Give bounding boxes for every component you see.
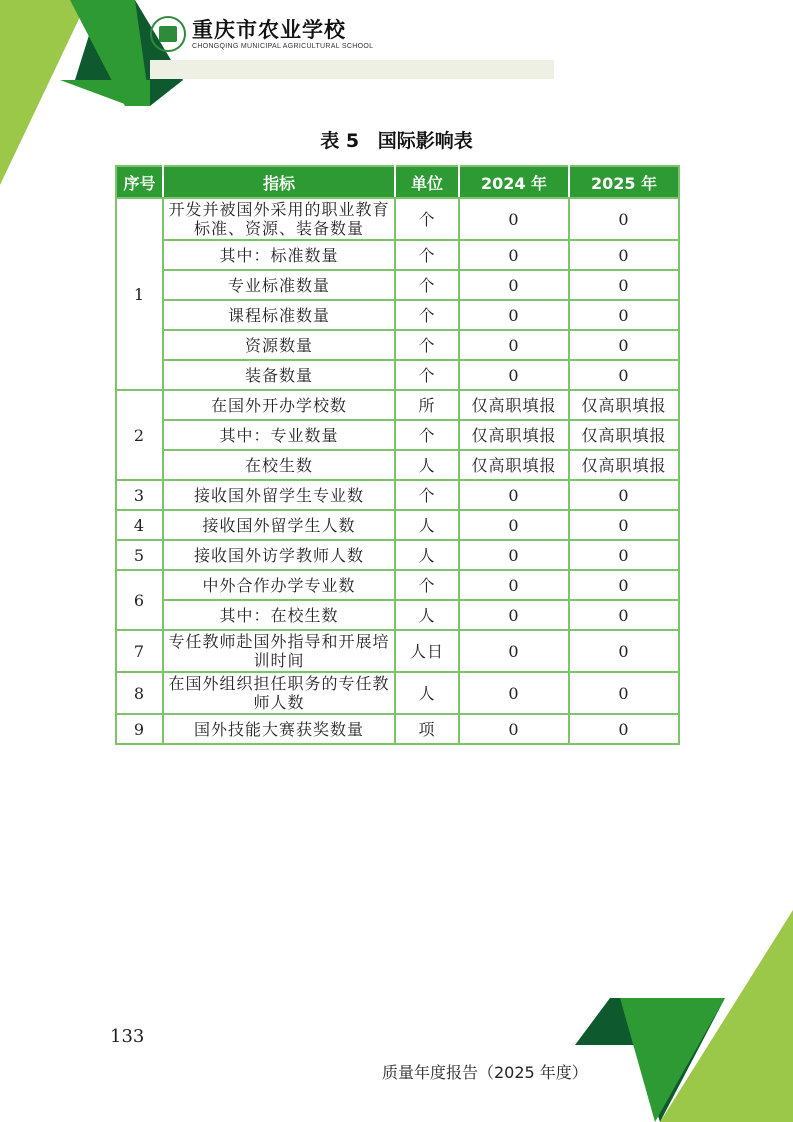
- table-row: [116, 300, 679, 330]
- school-name-en: CHONGQING MUNICIPAL AGRICULTURAL SCHOOL: [192, 42, 374, 50]
- unit-cell: 人: [395, 672, 459, 714]
- table-row: [116, 510, 679, 540]
- unit-cell: 个: [395, 300, 459, 330]
- value-2024-cell: 仅高职填报: [459, 390, 569, 420]
- row-number: 4: [116, 510, 163, 540]
- value-2024-cell: 0: [459, 360, 569, 390]
- indicator-cell: 其中：专业数量: [163, 420, 395, 450]
- indicator-cell: 接收国外留学生人数: [163, 510, 395, 540]
- table-row: [116, 240, 679, 270]
- value-2024-cell: 仅高职填报: [459, 420, 569, 450]
- value-2025-cell: 0: [569, 360, 679, 390]
- value-2025-cell: 仅高职填报: [569, 390, 679, 420]
- indicator-cell: 国外技能大赛获奖数量: [163, 714, 395, 744]
- unit-cell: 个: [395, 570, 459, 600]
- row-number: 8: [116, 672, 163, 714]
- header-unit: 单位: [395, 166, 459, 198]
- school-logo: [150, 14, 373, 54]
- header-2024: 2024 年: [459, 166, 569, 198]
- table-row: [116, 600, 679, 630]
- value-2024-cell: 0: [459, 270, 569, 300]
- value-2024-cell: 0: [459, 330, 569, 360]
- indicator-cell: 在国外开办学校数: [163, 390, 395, 420]
- value-2024-cell: 0: [459, 570, 569, 600]
- unit-cell: 个: [395, 360, 459, 390]
- table-row: [116, 330, 679, 360]
- indicator-cell: 其中：在校生数: [163, 600, 395, 630]
- indicator-cell: 专业标准数量: [163, 270, 395, 300]
- report-title: 质量年度报告（2025 年度）: [382, 1063, 588, 1082]
- row-number: 5: [116, 540, 163, 570]
- value-2024-cell: 0: [459, 600, 569, 630]
- unit-cell: 个: [395, 198, 459, 240]
- table-label: 表 5: [320, 130, 360, 152]
- value-2024-cell: 0: [459, 540, 569, 570]
- value-2025-cell: 0: [569, 600, 679, 630]
- unit-cell: 人: [395, 510, 459, 540]
- indicator-cell: 接收国外访学教师人数: [163, 540, 395, 570]
- indicator-cell: 接收国外留学生专业数: [163, 480, 395, 510]
- row-number: 3: [116, 480, 163, 510]
- value-2024-cell: 0: [459, 300, 569, 330]
- unit-cell: 个: [395, 480, 459, 510]
- value-2025-cell: 0: [569, 480, 679, 510]
- value-2025-cell: 0: [569, 714, 679, 744]
- table-row: [116, 714, 679, 744]
- unit-cell: 所: [395, 390, 459, 420]
- row-number: 1: [116, 198, 163, 390]
- value-2024-cell: 0: [459, 630, 569, 672]
- table-row: [116, 570, 679, 600]
- value-2024-cell: 0: [459, 198, 569, 240]
- indicator-cell: 专任教师赴国外指导和开展培训时间: [163, 630, 395, 672]
- value-2025-cell: 仅高职填报: [569, 420, 679, 450]
- table-row: [116, 672, 679, 714]
- value-2025-cell: 0: [569, 198, 679, 240]
- indicator-cell: 在校生数: [163, 450, 395, 480]
- header-band: [150, 60, 554, 79]
- unit-cell: 项: [395, 714, 459, 744]
- value-2025-cell: 0: [569, 570, 679, 600]
- row-number: 7: [116, 630, 163, 672]
- table-name: 国际影响表: [377, 130, 473, 152]
- indicator-cell: 开发并被国外采用的职业教育标准、资源、装备数量: [163, 198, 395, 240]
- value-2025-cell: 0: [569, 630, 679, 672]
- value-2025-cell: 仅高职填报: [569, 450, 679, 480]
- header-no: 序号: [116, 166, 163, 198]
- indicator-cell: 课程标准数量: [163, 300, 395, 330]
- row-number: 9: [116, 714, 163, 744]
- table-row: [116, 420, 679, 450]
- unit-cell: 人: [395, 450, 459, 480]
- value-2024-cell: 0: [459, 480, 569, 510]
- indicator-cell: 资源数量: [163, 330, 395, 360]
- row-number: 6: [116, 570, 163, 630]
- table-row: [116, 360, 679, 390]
- value-2024-cell: 0: [459, 672, 569, 714]
- row-number: 2: [116, 390, 163, 480]
- value-2025-cell: 0: [569, 510, 679, 540]
- unit-cell: 个: [395, 330, 459, 360]
- value-2025-cell: 0: [569, 330, 679, 360]
- header-2025: 2025 年: [569, 166, 679, 198]
- international-influence-table: [115, 165, 680, 745]
- unit-cell: 个: [395, 240, 459, 270]
- unit-cell: 人: [395, 600, 459, 630]
- value-2025-cell: 0: [569, 540, 679, 570]
- value-2024-cell: 0: [459, 240, 569, 270]
- unit-cell: 人: [395, 540, 459, 570]
- unit-cell: 个: [395, 420, 459, 450]
- table-row: [116, 630, 679, 672]
- table-row: [116, 390, 679, 420]
- value-2025-cell: 0: [569, 240, 679, 270]
- table-row: [116, 480, 679, 510]
- value-2025-cell: 0: [569, 672, 679, 714]
- unit-cell: 个: [395, 270, 459, 300]
- header-indicator: 指标: [163, 166, 395, 198]
- table-row: [116, 198, 679, 240]
- indicator-cell: 中外合作办学专业数: [163, 570, 395, 600]
- table-row: [116, 540, 679, 570]
- school-name-cn: 重庆市农业学校: [192, 17, 346, 42]
- page-number: 133: [110, 1026, 145, 1047]
- value-2025-cell: 0: [569, 270, 679, 300]
- indicator-cell: 在国外组织担任职务的专任教师人数: [163, 672, 395, 714]
- corner-decoration-bottom: [560, 905, 793, 1122]
- value-2024-cell: 0: [459, 714, 569, 744]
- value-2025-cell: 0: [569, 300, 679, 330]
- table-row: [116, 270, 679, 300]
- value-2024-cell: 仅高职填报: [459, 450, 569, 480]
- unit-cell: 人日: [395, 630, 459, 672]
- indicator-cell: 装备数量: [163, 360, 395, 390]
- indicator-cell: 其中：标准数量: [163, 240, 395, 270]
- value-2024-cell: 0: [459, 510, 569, 540]
- table-header-row: [116, 166, 679, 198]
- school-seal-icon: [150, 16, 186, 52]
- table-title: [0, 126, 793, 153]
- table-row: [116, 450, 679, 480]
